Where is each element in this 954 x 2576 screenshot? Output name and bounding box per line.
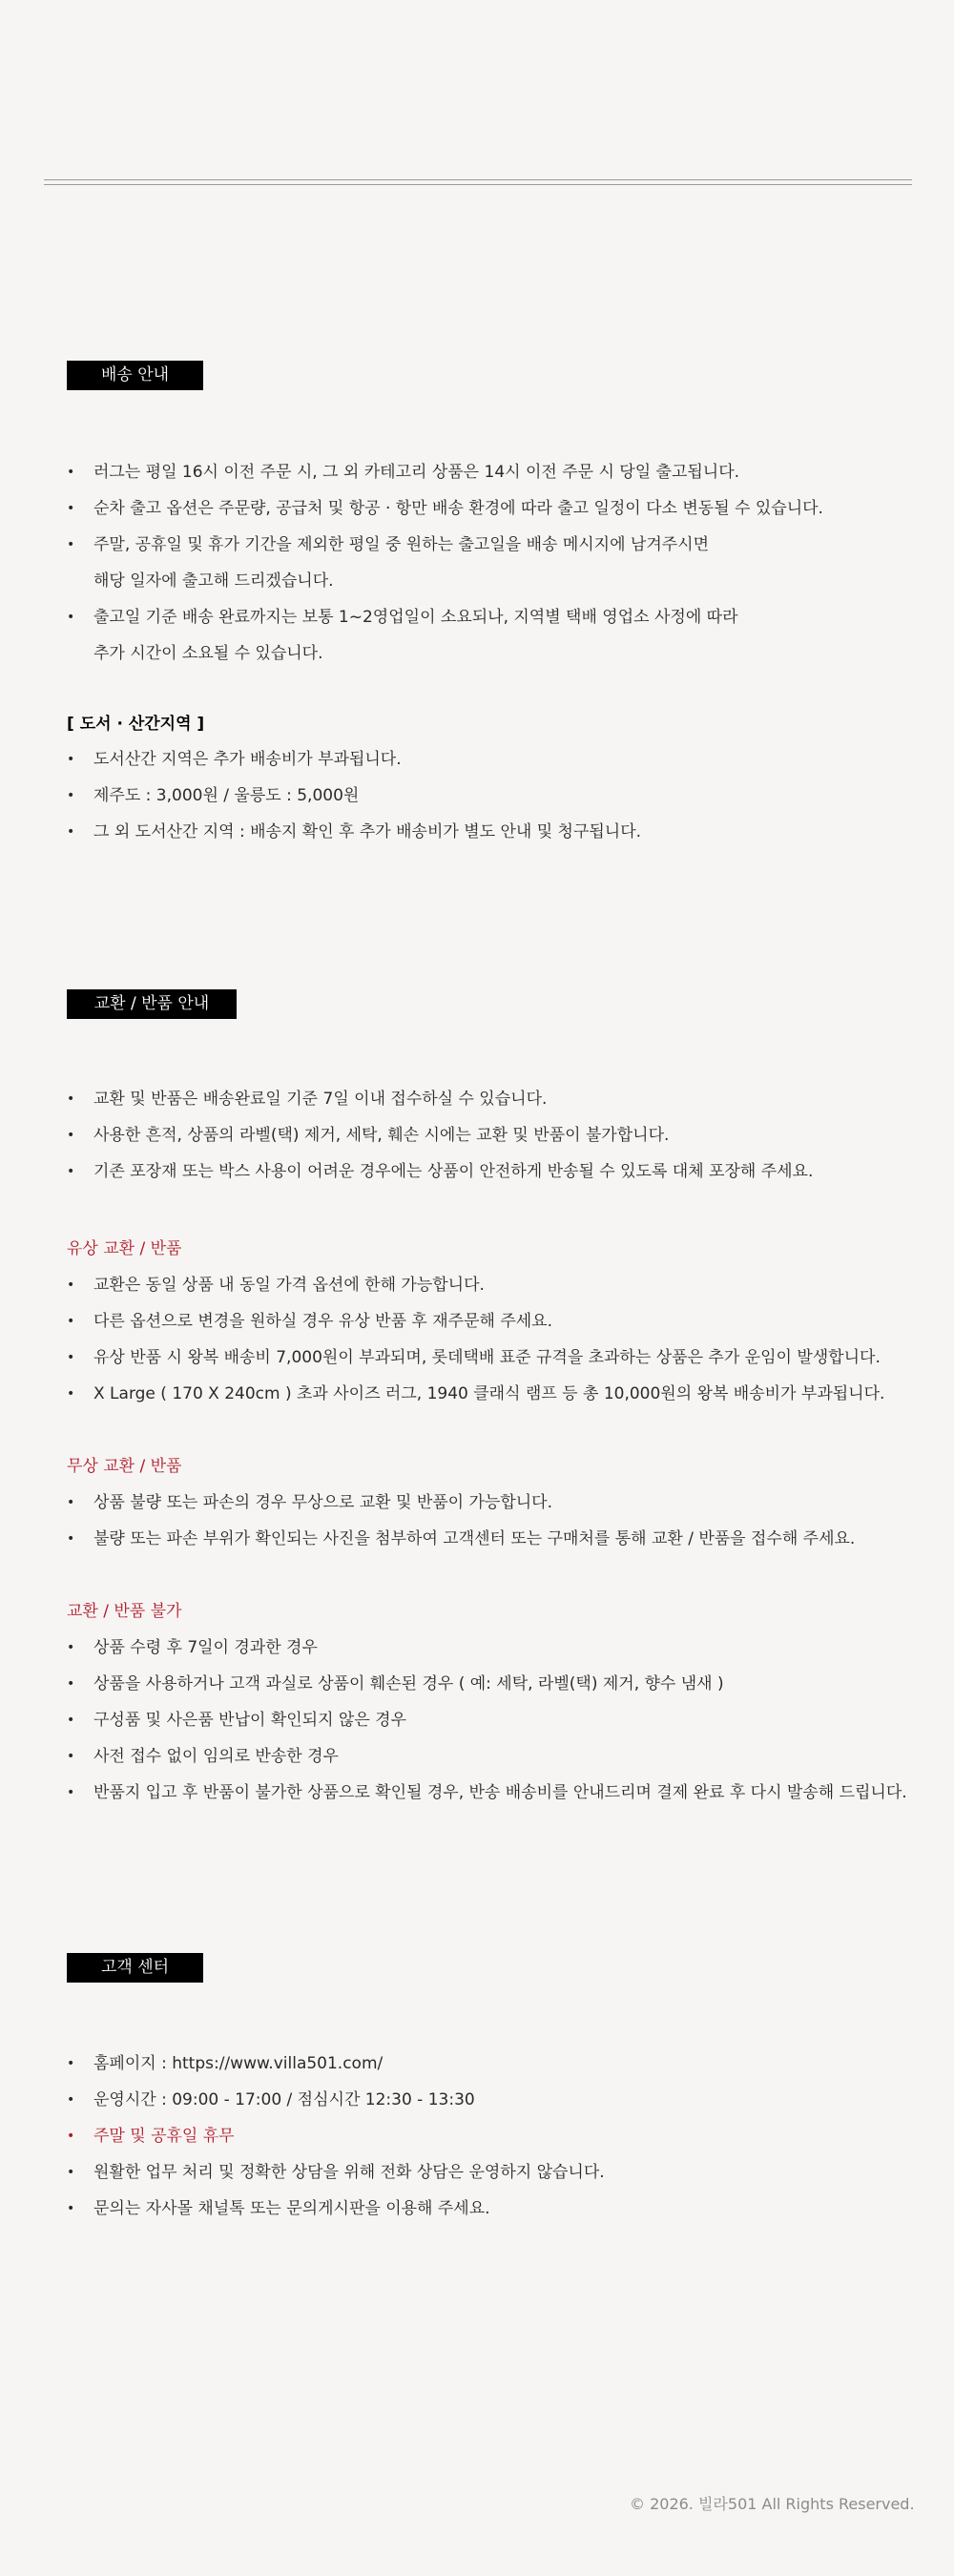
support-list <box>67 2046 605 2227</box>
list-item: • 구성품 및 사은품 반납이 확인되지 않은 경우 <box>67 1702 907 1738</box>
remote-area-list <box>67 741 641 850</box>
list-item: • 반품지 입고 후 반품이 불가한 상품으로 확인될 경우, 반송 배송비를 안내드리며 결제 완료 후 다시 발송해 드립니다. <box>67 1775 907 1811</box>
list-item: • 출고일 기준 배송 완료까지는 보통 1~2영업일이 소요되나, 지역별 택배 영업소 사정에 따라 <box>67 599 738 635</box>
paid-exchange-heading: 유상 교환 / 반품 <box>67 1239 182 1258</box>
list-item-continuation: 해당 일자에 출고해 드리겠습니다. <box>93 571 334 591</box>
remote-area-heading: [ 도서 · 산간지역 ] <box>67 715 205 734</box>
list-item: • 교환 및 반품은 배송완료일 기준 7일 이내 접수하실 수 있습니다. <box>67 1081 813 1117</box>
free-exchange-heading: 무상 교환 / 반품 <box>67 1457 182 1476</box>
list-item: • 기존 포장재 또는 박스 사용이 어려운 경우에는 상품이 안전하게 반송될 수 있도록 대체 포장해 주세요. <box>67 1153 813 1190</box>
list-item: • 다른 옵션으로 변경을 원하실 경우 유상 반품 후 재주문해 주세요. <box>67 1303 884 1340</box>
list-item: • 그 외 도서산간 지역 : 배송지 확인 후 추가 배송비가 별도 안내 및 청구됩니다. <box>67 814 641 850</box>
list-item: • 사용한 흔적, 상품의 라벨(택) 제거, 세탁, 훼손 시에는 교환 및 반품이 불가합니다. <box>67 1117 813 1153</box>
top-divider <box>44 179 912 180</box>
free-exchange-list <box>67 1485 855 1557</box>
support-section-title: 고객 센터 <box>67 1953 203 1983</box>
paid-exchange-list <box>67 1267 884 1412</box>
list-item: • X Large ( 170 X 240cm ) 초과 사이즈 러그, 1940 클래식 램프 등 총 10,000원의 왕복 배송비가 부과됩니다. <box>67 1376 884 1412</box>
holiday-notice-item: • 주말 및 공휴일 휴무 <box>67 2118 605 2154</box>
shipping-list <box>67 454 823 563</box>
top-divider-2 <box>44 184 912 185</box>
list-item: • 교환은 동일 상품 내 동일 가격 옵션에 한해 가능합니다. <box>67 1267 884 1303</box>
list-item: • 상품 불량 또는 파손의 경우 무상으로 교환 및 반품이 가능합니다. <box>67 1485 855 1521</box>
list-item: • 사전 접수 없이 임의로 반송한 경우 <box>67 1738 907 1775</box>
list-item: • 상품 수령 후 7일이 경과한 경우 <box>67 1630 907 1666</box>
list-item-continuation: 추가 시간이 소요될 수 있습니다. <box>93 644 323 663</box>
list-item: • 러그는 평일 16시 이전 주문 시, 그 외 카테고리 상품은 14시 이전 주문 시 당일 출고됩니다. <box>67 454 823 490</box>
list-item: • 제주도 : 3,000원 / 울릉도 : 5,000원 <box>67 778 641 814</box>
exchange-section-title: 교환 / 반품 안내 <box>67 989 237 1019</box>
no-exchange-list <box>67 1630 907 1811</box>
shipping-list-2 <box>67 599 738 635</box>
list-item: • 순차 출고 옵션은 주문량, 공급처 및 항공 · 항만 배송 환경에 따라 출고 일정이 다소 변동될 수 있습니다. <box>67 490 823 527</box>
homepage-item: • 홈페이지 : https://www.villa501.com/ <box>67 2046 605 2082</box>
copyright-footer: © 2026. 빌라501 All Rights Reserved. <box>630 2495 915 2513</box>
list-item: • 상품을 사용하거나 고객 과실로 상품이 훼손된 경우 ( 예: 세탁, 라벨(택) 제거, 향수 냄새 ) <box>67 1666 907 1702</box>
no-exchange-heading: 교환 / 반품 불가 <box>67 1602 182 1621</box>
list-item: • 유상 반품 시 왕복 배송비 7,000원이 부과되며, 롯데택배 표준 규격을 초과하는 상품은 추가 운임이 발생합니다. <box>67 1340 884 1376</box>
list-item: • 도서산간 지역은 추가 배송비가 부과됩니다. <box>67 741 641 778</box>
shipping-section-title: 배송 안내 <box>67 361 203 390</box>
hours-item: • 운영시간 : 09:00 - 17:00 / 점심시간 12:30 - 13:30 <box>67 2082 605 2118</box>
list-item: • 원활한 업무 처리 및 정확한 상담을 위해 전화 상담은 운영하지 않습니다. <box>67 2154 605 2191</box>
list-item: • 불량 또는 파손 부위가 확인되는 사진을 첨부하여 고객센터 또는 구매처를 통해 교환 / 반품을 접수해 주세요. <box>67 1521 855 1557</box>
list-item: • 문의는 자사몰 채널톡 또는 문의게시판을 이용해 주세요. <box>67 2191 605 2227</box>
list-item: • 주말, 공휴일 및 휴가 기간을 제외한 평일 중 원하는 출고일을 배송 메시지에 남겨주시면 <box>67 527 823 563</box>
exchange-list <box>67 1081 813 1190</box>
